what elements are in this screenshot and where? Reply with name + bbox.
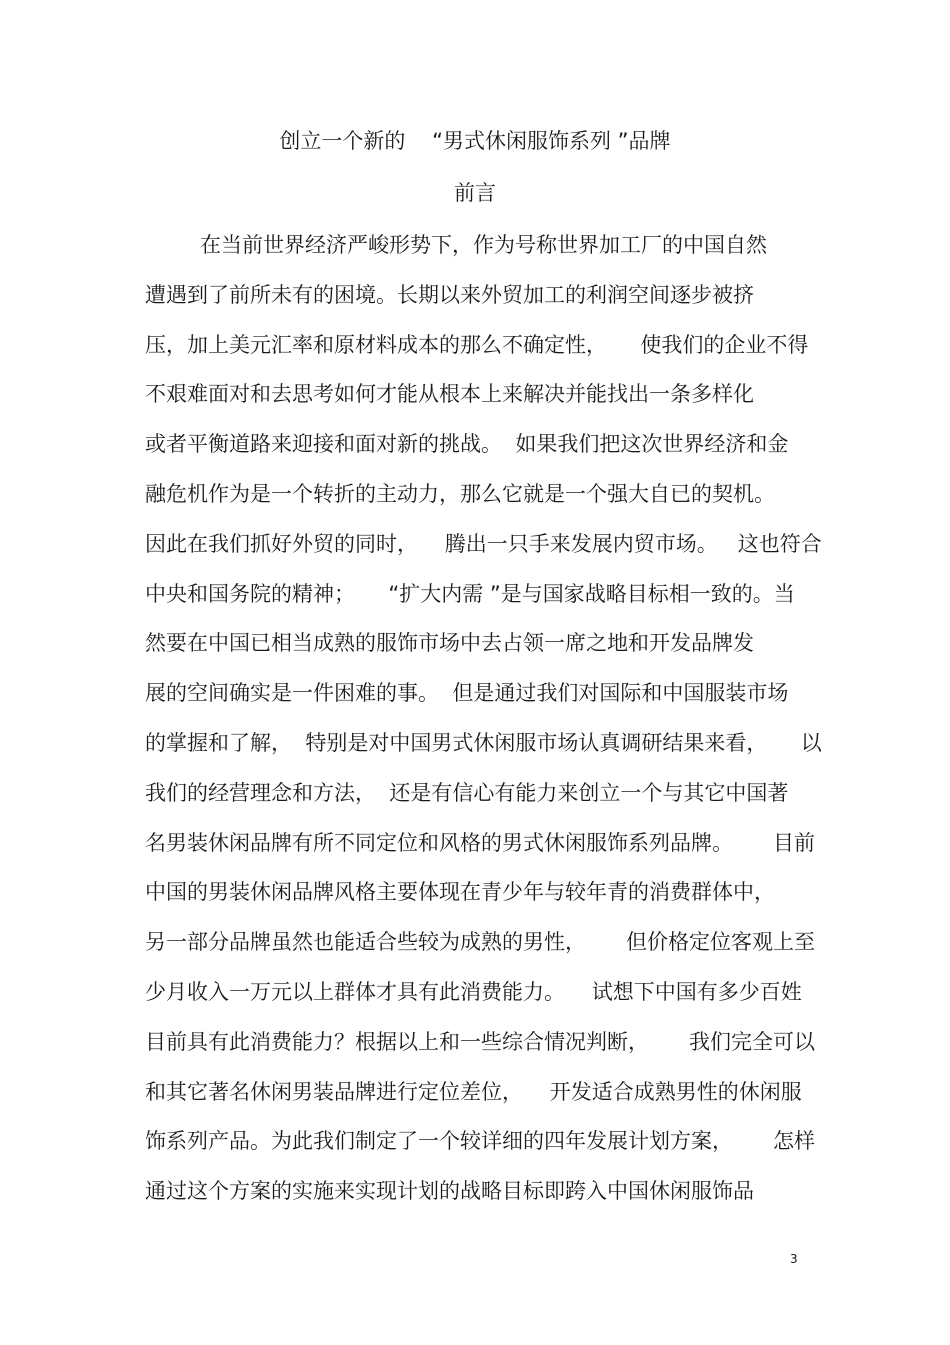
body-line: 在当前世界经济严峻形势下，作为号称世界加工厂的中国自然 xyxy=(200,233,767,257)
body-line: 的掌握和了解， 特别是对中国男式休闲服市场认真调研结果来看， 以 xyxy=(145,730,822,755)
page-number: 3 xyxy=(790,1252,798,1266)
document-subtitle: 前言 xyxy=(454,181,496,205)
body-line: 和其它著名休闲男装品牌进行定位差位， 开发适合成熟男性的休闲服 xyxy=(145,1079,802,1104)
body-line: 另一部分品牌虽然也能适合些较为成熟的男性， 但价格定位客观上至 xyxy=(145,930,816,955)
body-line: 通过这个方案的实施来实现计划的战略目标即跨入中国休闲服饰品 xyxy=(145,1179,754,1204)
body-line: 少月收入一万元以上群体才具有此消费能力。 试想下中国有多少百姓 xyxy=(145,979,802,1004)
body-line: 饰系列产品。为此我们制定了一个较详细的四年发展计划方案， 怎样 xyxy=(145,1129,816,1154)
body-line: 然要在中国已相当成熟的服饰市场中去占领一席之地和开发品牌发 xyxy=(145,631,754,656)
body-line: 因此在我们抓好外贸的同时， 腾出一只手来发展内贸市场。 这也符合 xyxy=(145,531,822,556)
body-line: 中国的男装休闲品牌风格主要体现在青少年与较年青的消费群体中， xyxy=(145,880,775,905)
body-line: 遭遇到了前所未有的困境。长期以来外贸加工的利润空间逐步被挤 xyxy=(145,282,754,307)
body-line: 压，加上美元汇率和原材料成本的那么不确定性， 使我们的企业不得 xyxy=(145,332,809,357)
body-line: 中央和国务院的精神； “扩大内需 ”是与国家战略目标相一致的。当 xyxy=(145,581,795,606)
body-line: 展的空间确实是一件困难的事。 但是通过我们对国际和中国服装市场 xyxy=(145,681,789,706)
document-title: 创立一个新的 “男式休闲服饰系列 ”品牌 xyxy=(279,129,671,153)
body-line: 不艰难面对和去思考如何才能从根本上来解决并能找出一条多样化 xyxy=(145,382,754,407)
preface-paragraph xyxy=(145,230,825,1226)
body-line: 名男装休闲品牌有所不同定位和风格的男式休闲服饰系列品牌。 目前 xyxy=(145,830,816,855)
body-line: 或者平衡道路来迎接和面对新的挑战。 如果我们把这次世界经济和金 xyxy=(145,432,789,457)
body-line: 我们的经营理念和方法， 还是有信心有能力来创立一个与其它中国著 xyxy=(145,780,789,805)
body-line: 融危机作为是一个转折的主动力，那么它就是一个强大自已的契机。 xyxy=(145,481,775,506)
body-line: 目前具有此消费能力？根据以上和一些综合情况判断， 我们完全可以 xyxy=(145,1029,816,1054)
